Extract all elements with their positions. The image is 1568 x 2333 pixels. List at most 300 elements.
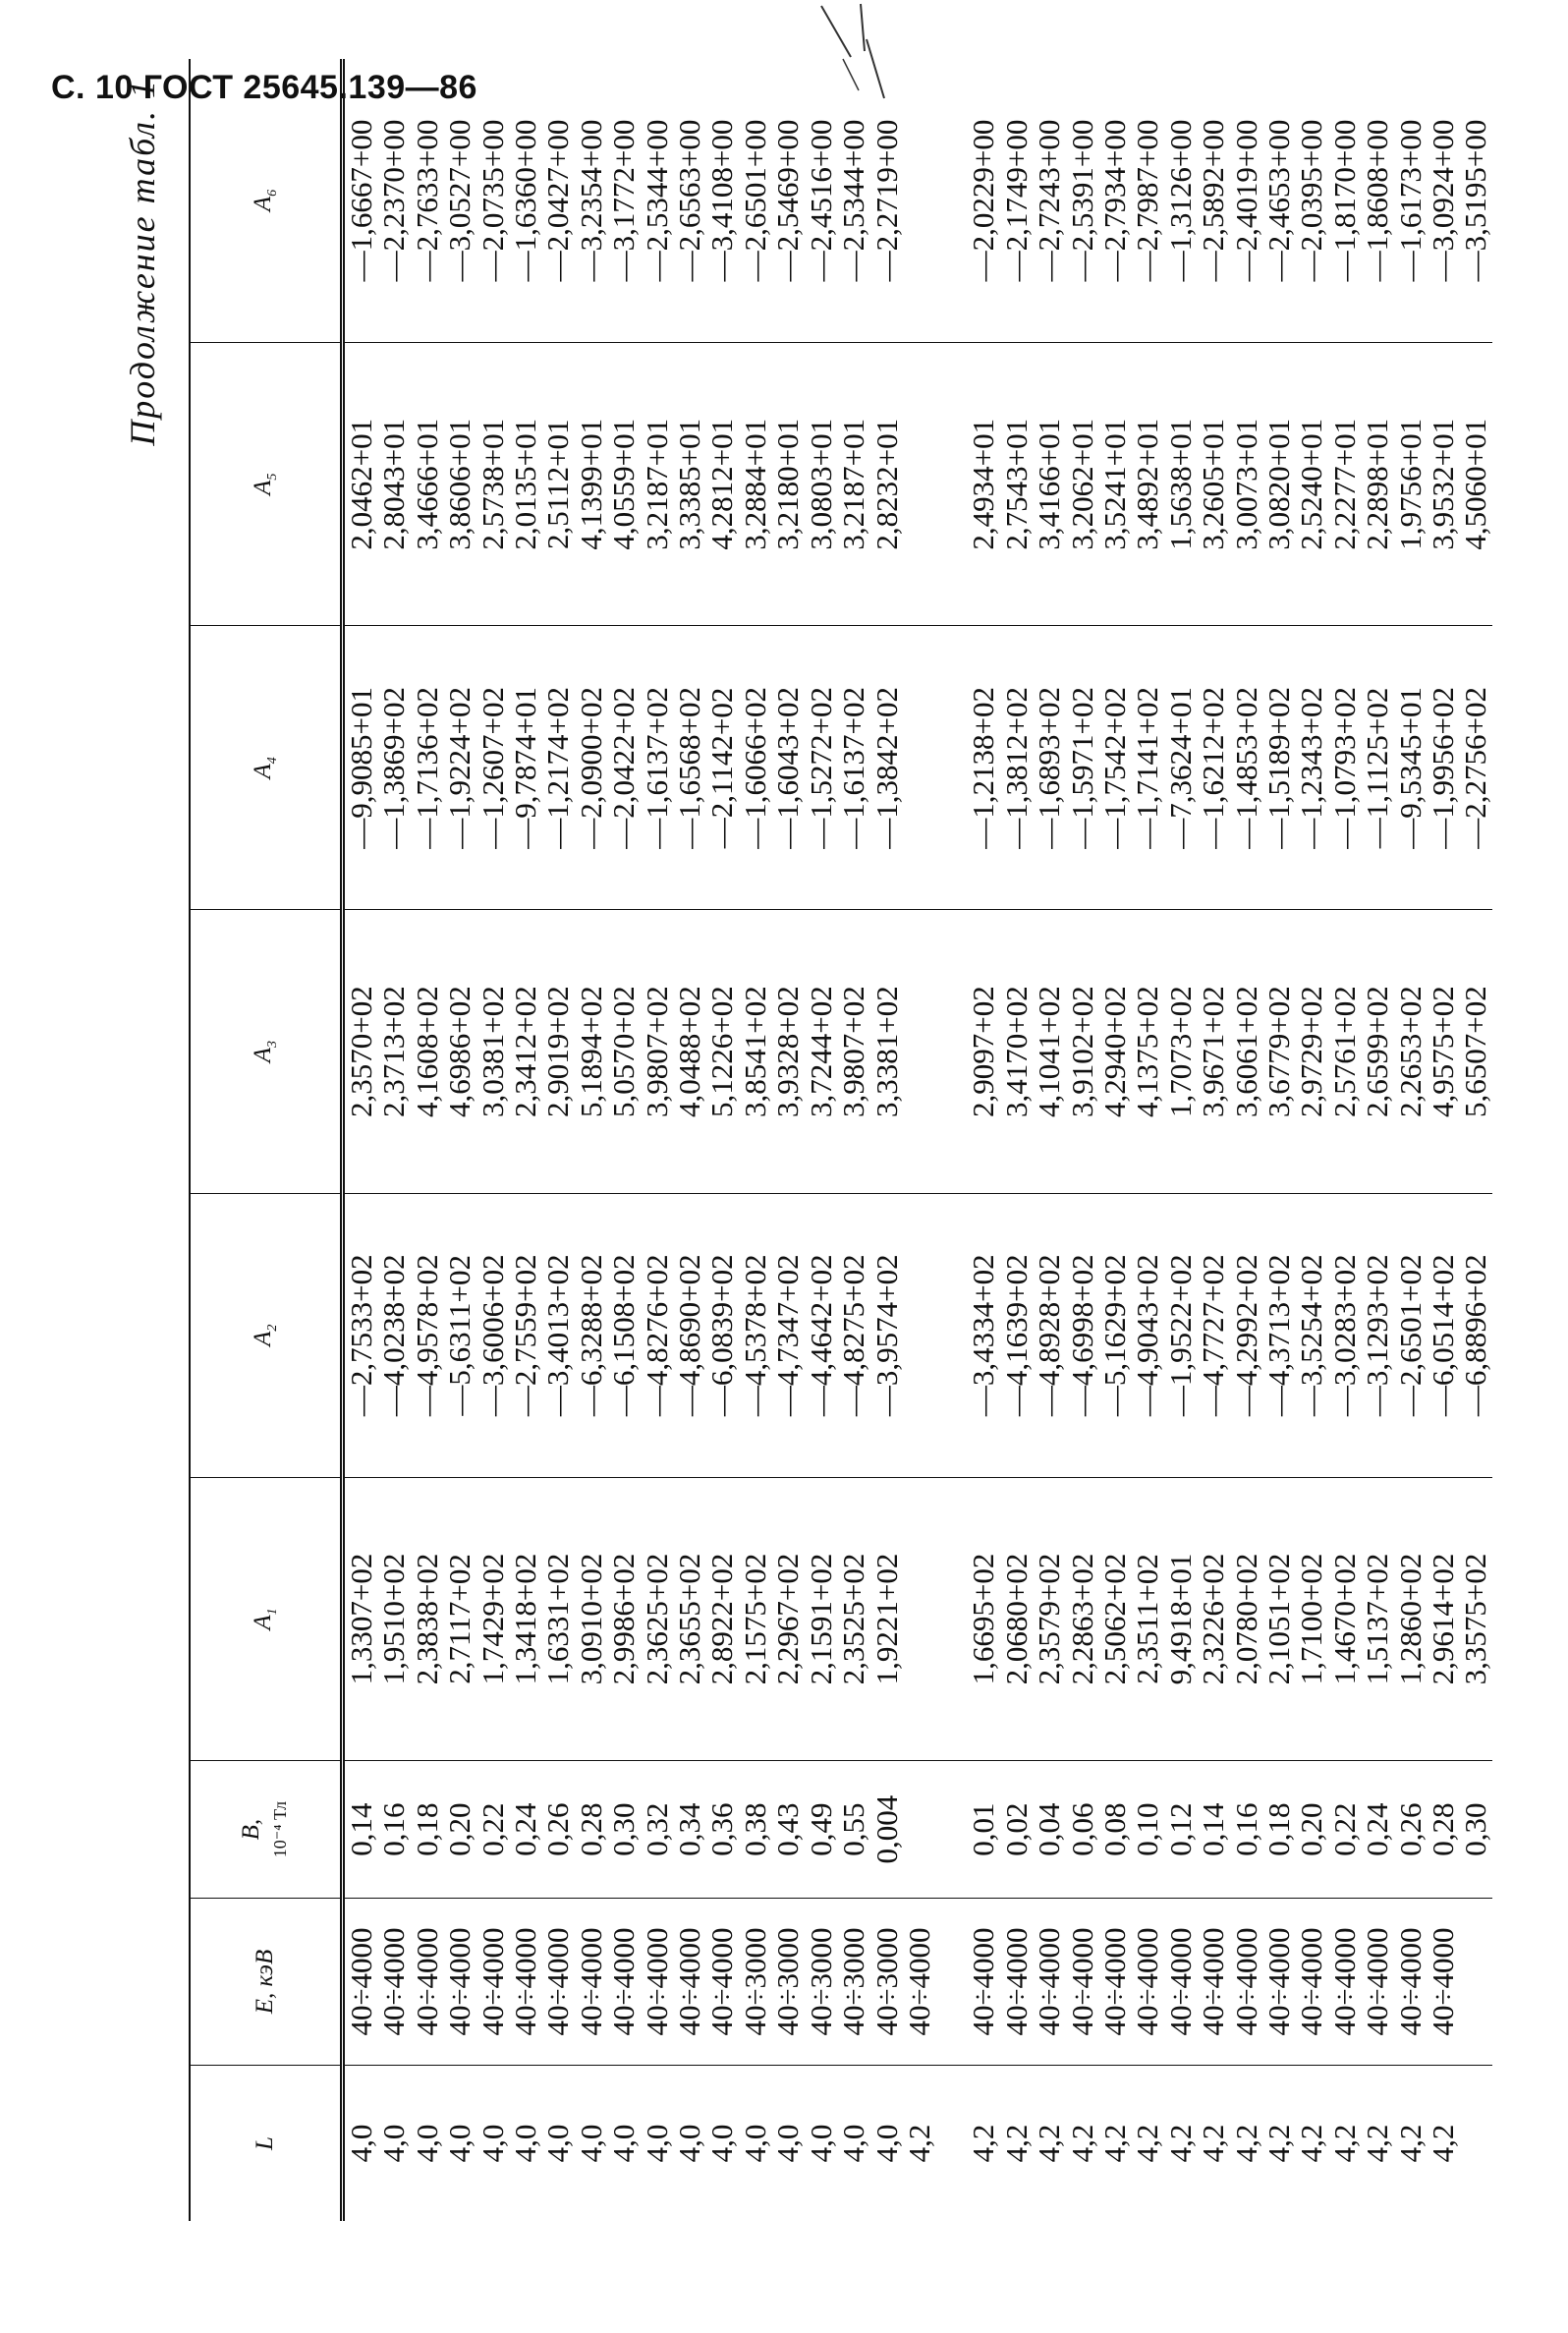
cell-E: 40÷4000: [606, 1927, 642, 2036]
cell-A1: 2,3655+02: [672, 1553, 707, 1685]
cell-B: 0,28: [573, 1802, 608, 1856]
spacer-cell: [935, 1761, 967, 1899]
cell-A2: —3,0283+02: [1326, 1254, 1362, 1417]
cell-A1: 2,3226+02: [1196, 1553, 1231, 1685]
cell-A1: 2,0680+02: [998, 1553, 1034, 1685]
cell-A6: —2,0395+00: [1294, 119, 1329, 282]
col-header-E: E, кэВ: [190, 1899, 343, 2066]
spacer-cell: [935, 343, 967, 626]
page-number: С. 10: [51, 69, 134, 106]
cell-L: 4,0: [475, 2124, 510, 2163]
cell-E: 40÷4000: [1032, 1927, 1067, 2036]
cell-L: 4,0: [540, 2124, 576, 2163]
table-body: [343, 59, 1492, 2221]
column-L-cells: [343, 2066, 936, 2222]
cell-A6: —3,1772+00: [606, 119, 642, 282]
cell-A3: 1,7073+02: [1162, 986, 1198, 1117]
cell-A3: 4,9575+02: [1426, 986, 1460, 1117]
cell-A3: 3,9807+02: [639, 986, 674, 1117]
cell-L: 4,2: [1228, 2124, 1263, 2163]
cell-A1: 2,3511+02: [1130, 1554, 1165, 1684]
cell-A2: —6,3288+02: [573, 1254, 608, 1417]
cell-L: 4,2: [1426, 2124, 1460, 2163]
cell-L: 4,2: [1064, 2124, 1099, 2163]
cell-A6: —2,5391+00: [1064, 119, 1099, 282]
cell-A1: 1,3418+02: [508, 1553, 543, 1685]
cell-L: 4,0: [639, 2124, 674, 2163]
cell-L: 4,2: [1260, 2124, 1296, 2163]
block-spacer: [935, 59, 967, 2221]
cell-A1: 1,7100+02: [1294, 1553, 1329, 1685]
cell-L: 4,2: [1392, 2124, 1428, 2163]
cell-A2: —3,4334+02: [966, 1254, 1001, 1417]
cell-A6: —1,3126+00: [1162, 119, 1198, 282]
cell-A4: —1,6066+02: [737, 687, 772, 849]
cell-A3: 3,6061+02: [1228, 986, 1263, 1117]
cell-A5: 3,0820+01: [1260, 418, 1296, 550]
cell-A2: —6,8896+02: [1458, 1254, 1493, 1417]
cell-A4: —1,6212+02: [1196, 687, 1231, 849]
cell-A6: —2,5469+00: [770, 119, 806, 282]
cell-A4: —1,3869+02: [376, 687, 412, 849]
cell-L: 4,0: [770, 2124, 806, 2163]
col-header-A1: $A_1$: [190, 1477, 343, 1760]
column-A5-cells: [343, 343, 936, 626]
cell-B: 0,12: [1162, 1802, 1198, 1856]
cell-E: 40÷4000: [704, 1927, 740, 2036]
cell-B: 0,34: [672, 1802, 707, 1856]
cell-A4: —2,0422+02: [606, 687, 642, 849]
cell-A5: 3,0803+01: [803, 418, 838, 550]
spacer-cell: [935, 1477, 967, 1760]
cell-A1: 2,5062+02: [1096, 1553, 1132, 1685]
column-A1-cells: [967, 1477, 1492, 1760]
cell-E: 40÷4000: [1228, 1927, 1263, 2036]
cell-L: 4,2: [1196, 2124, 1231, 2163]
cell-A6: —2,7243+00: [1032, 119, 1067, 282]
cell-E: 40÷4000: [901, 1927, 936, 2036]
cell-A5: 2,7543+01: [998, 418, 1034, 550]
column-A6-cells: [967, 59, 1492, 343]
cell-A4: —7,3624+01: [1162, 687, 1198, 849]
cell-A1: 2,7117+02: [442, 1554, 477, 1684]
cell-A3: 4,2940+02: [1096, 986, 1132, 1117]
cell-E: 40÷4000: [966, 1927, 1001, 2036]
cell-A5: 3,4892+01: [1130, 418, 1165, 550]
column-E-cells: [967, 1899, 1492, 2066]
cell-A2: —4,3713+02: [1260, 1254, 1296, 1417]
column-L-cells: [967, 2066, 1492, 2222]
cell-A3: 2,9097+02: [966, 986, 1001, 1117]
cell-A1: 2,2967+02: [770, 1553, 806, 1685]
cell-A1: 2,3838+02: [409, 1553, 444, 1685]
cell-A3: 2,3713+02: [376, 986, 412, 1117]
cell-A5: 4,5060+01: [1458, 418, 1493, 550]
cell-A1: [903, 1478, 935, 1760]
cell-A4: —9,9085+01: [344, 687, 378, 849]
cell-B: 0,32: [639, 1802, 674, 1856]
cell-A4: —1,6043+02: [770, 687, 806, 849]
column-A2-cells: [343, 1193, 936, 1477]
cell-A2: —3,1293+02: [1360, 1254, 1395, 1417]
cell-A2: —4,7727+02: [1196, 1254, 1231, 1417]
cell-A1: 2,0780+02: [1228, 1553, 1263, 1685]
cell-A2: —4,8928+02: [1032, 1254, 1067, 1417]
cell-A2: —1,9522+02: [1162, 1254, 1198, 1417]
cell-A4: —1,2343+02: [1294, 687, 1329, 849]
cell-A1: 1,7429+02: [475, 1553, 510, 1685]
spacer-cell: [935, 59, 967, 343]
cell-A4: —2,1142+02: [704, 687, 740, 849]
cell-L: 4,0: [803, 2124, 838, 2163]
cell-A5: 3,3385+01: [672, 418, 707, 550]
block-row: [343, 59, 936, 2221]
cell-A6: —2,0427+00: [540, 119, 576, 282]
cell-A3: 5,1226+02: [704, 986, 740, 1117]
col-header-A2: $A_2$: [190, 1193, 343, 1477]
cell-A4: —9,5345+01: [1392, 687, 1428, 849]
cell-A4: —1,2174+02: [540, 687, 576, 849]
cell-A3: 3,9328+02: [770, 986, 806, 1117]
cell-A2: —4,8275+02: [836, 1254, 871, 1417]
column-A5-cells: [967, 343, 1492, 626]
cell-A4: —9,7874+01: [508, 687, 543, 849]
cell-A1: 1,6331+02: [540, 1553, 576, 1685]
cell-E: 40÷4000: [639, 1927, 674, 2036]
cell-L: 4,0: [376, 2124, 412, 2163]
cell-L: 4,2: [1326, 2124, 1362, 2163]
cell-A3: 2,9729+02: [1294, 986, 1329, 1117]
cell-A1: 1,9510+02: [376, 1553, 412, 1685]
cell-A6: [903, 59, 935, 342]
cell-A2: —4,9578+02: [409, 1254, 444, 1417]
cell-A4: [903, 626, 935, 909]
cell-E: 40÷4000: [1360, 1927, 1395, 2036]
cell-A6: —2,2370+00: [376, 119, 412, 282]
cell-A5: 3,0073+01: [1228, 418, 1263, 550]
cell-A2: —4,4642+02: [803, 1254, 838, 1417]
cell-A3: 2,9019+02: [540, 986, 576, 1117]
cell-A6: —1,6667+00: [344, 119, 378, 282]
cell-A6: —2,1749+00: [998, 119, 1034, 282]
cell-A5: 2,8232+01: [868, 418, 904, 550]
cell-E: 40÷4000: [1260, 1927, 1296, 2036]
cell-B: 0,02: [998, 1802, 1034, 1856]
cell-A5: 3,2187+01: [639, 418, 674, 550]
cell-E: 40÷3000: [770, 1927, 806, 2036]
cell-A6: —1,6360+00: [508, 119, 543, 282]
cell-A1: 2,8922+02: [704, 1553, 740, 1685]
cell-A5: 2,0462+01: [344, 418, 378, 550]
cell-B: 0,14: [344, 1802, 378, 1856]
col-header-A4: $A_4$: [190, 626, 343, 910]
cell-A4: —2,0900+02: [573, 687, 608, 849]
cell-B: 0,01: [966, 1802, 1001, 1856]
cell-A3: 2,5761+02: [1326, 986, 1362, 1117]
spacer-cell: [935, 626, 967, 910]
cell-B: 0,08: [1096, 1802, 1132, 1856]
cell-A4: —1,6137+02: [639, 687, 674, 849]
cell-E: 40÷4000: [672, 1927, 707, 2036]
cell-A6: —3,0527+00: [442, 119, 477, 282]
cell-E: 40÷4000: [573, 1927, 608, 2036]
cell-L: 4,0: [409, 2124, 444, 2163]
cell-B: 0,18: [1260, 1802, 1296, 1856]
cell-E: 40÷4000: [1162, 1927, 1198, 2036]
cell-A5: [903, 343, 935, 625]
cell-L: 4,2: [1032, 2124, 1067, 2163]
cell-L: 4,2: [1162, 2124, 1198, 2163]
cell-A2: —6,1508+02: [606, 1254, 642, 1417]
cell-A6: —2,5344+00: [836, 119, 871, 282]
cell-A1: 1,2860+02: [1392, 1553, 1428, 1685]
cell-E: 40÷4000: [1064, 1927, 1099, 2036]
cell-B: 0,36: [704, 1802, 740, 1856]
cell-B: 0,55: [836, 1802, 871, 1856]
cell-E: 40÷4000: [475, 1927, 510, 2036]
block-row: [967, 59, 1492, 2221]
col-header-A6: $A_6$: [190, 59, 343, 343]
cell-L: 4,2: [901, 2124, 936, 2163]
cell-A4: —1,0793+02: [1326, 687, 1362, 849]
cell-A5: 3,5241+01: [1096, 418, 1132, 550]
cell-A3: 4,1608+02: [409, 986, 444, 1117]
cell-E: 40÷3000: [868, 1927, 904, 2036]
cell-A1: 2,9614+02: [1426, 1553, 1460, 1685]
cell-A6: —3,4108+00: [704, 119, 740, 282]
cell-E: 40÷4000: [540, 1927, 576, 2036]
cell-A4: —1,5971+02: [1064, 687, 1099, 849]
cell-A1: 1,6695+02: [966, 1553, 1001, 1685]
cell-A1: 2,1575+02: [737, 1553, 772, 1685]
cell-L: 4,0: [672, 2124, 707, 2163]
cell-A2: —6,0514+02: [1426, 1254, 1460, 1417]
cell-A3: 3,6779+02: [1260, 986, 1296, 1117]
cell-A3: 3,7244+02: [803, 986, 838, 1117]
cell-B: 0,22: [1326, 1802, 1362, 1856]
cell-A3: 3,8541+02: [737, 986, 772, 1117]
cell-A5: 2,5240+01: [1294, 418, 1329, 550]
cell-A5: 3,2180+01: [770, 418, 806, 550]
cell-L: 4,0: [508, 2124, 543, 2163]
cell-A4: —1,7136+02: [409, 687, 444, 849]
cell-A2: —4,7347+02: [770, 1254, 806, 1417]
cell-A5: 2,8043+01: [376, 418, 412, 550]
cell-A2: [903, 1194, 935, 1477]
cell-B: 0,14: [1196, 1802, 1231, 1856]
cell-A4: —2,2756+02: [1458, 687, 1493, 849]
cell-A2: —4,0238+02: [376, 1254, 412, 1417]
cell-A6: —3,2354+00: [573, 119, 608, 282]
cell-E: 40÷3000: [836, 1927, 871, 2036]
cell-A5: 4,2812+01: [704, 418, 740, 550]
cell-A1: 2,1051+02: [1260, 1553, 1296, 1685]
cell-B: 0,004: [868, 1794, 904, 1864]
cell-A4: —1,3842+02: [868, 687, 904, 849]
cell-A4: —1,3812+02: [998, 687, 1034, 849]
cell-B: 0,16: [376, 1802, 412, 1856]
cell-A5: 2,0135+01: [508, 418, 543, 550]
cell-A5: 3,2605+01: [1196, 418, 1231, 550]
column-B-cells: [343, 1761, 936, 1899]
cell-A2: —3,9574+02: [868, 1254, 904, 1417]
cell-A2: —4,9043+02: [1130, 1254, 1165, 1417]
cell-A2: —5,1629+02: [1096, 1254, 1132, 1417]
rotated-table-region: [122, 59, 1493, 2221]
cell-B: 0,18: [409, 1802, 444, 1856]
cell-A6: —2,7934+00: [1096, 119, 1132, 282]
cell-A4: —1,2138+02: [966, 687, 1001, 849]
cell-A5: 1,5638+01: [1162, 418, 1198, 550]
cell-A2: —2,7559+02: [508, 1254, 543, 1417]
cell-A2: —6,0839+02: [704, 1254, 740, 1417]
cell-L: 4,2: [1096, 2124, 1132, 2163]
cell-A5: 2,4934+01: [966, 418, 1001, 550]
cell-A4: —1,7141+02: [1130, 687, 1165, 849]
cell-A1: 2,3579+02: [1032, 1553, 1067, 1685]
cell-A6: —2,0735+00: [475, 119, 510, 282]
cell-L: 4,0: [704, 2124, 740, 2163]
cell-A5: 2,2898+01: [1360, 418, 1395, 550]
cell-L: 4,0: [573, 2124, 608, 2163]
cell-B: 0,49: [803, 1802, 838, 1856]
cell-A5: 2,5112+01: [540, 419, 576, 550]
cell-A1: 2,3625+02: [639, 1553, 674, 1685]
cell-A5: 3,2884+01: [737, 418, 772, 550]
cell-L: 4,2: [1360, 2124, 1395, 2163]
spacer-cell: [935, 1193, 967, 1477]
cell-A6: —1,8608+00: [1360, 119, 1395, 282]
cell-A3: 2,3412+02: [508, 986, 543, 1117]
cell-A6: —2,7987+00: [1130, 119, 1165, 282]
cell-A3: 3,0381+02: [475, 986, 510, 1117]
cell-A3: 3,3381+02: [868, 986, 904, 1117]
cell-B: 0,04: [1032, 1802, 1067, 1856]
cell-A3: 5,6507+02: [1458, 986, 1493, 1117]
cell-A3: 4,1375+02: [1130, 986, 1165, 1117]
cell-A3: 3,9671+02: [1196, 986, 1231, 1117]
cell-A5: 3,2187+01: [836, 418, 871, 550]
cell-A2: —4,6998+02: [1064, 1254, 1099, 1417]
cell-A2: —4,5378+02: [737, 1254, 772, 1417]
spacer-cell: [935, 2066, 967, 2222]
cell-E: 40÷4000: [1392, 1927, 1428, 2036]
cell-A6: —2,5892+00: [1196, 119, 1231, 282]
cell-B: 0,20: [1294, 1802, 1329, 1856]
cell-A2: —3,4013+02: [540, 1254, 576, 1417]
cell-A3: 3,4170+02: [998, 986, 1034, 1117]
cell-L: 4,0: [868, 2124, 904, 2163]
cell-A2: —4,1639+02: [998, 1254, 1034, 1417]
standard-number: ГОСТ 25645.139—86: [142, 69, 477, 106]
cell-A1: 3,3575+02: [1458, 1553, 1493, 1685]
cell-A2: —3,6006+02: [475, 1254, 510, 1417]
cell-A1: 2,1591+02: [803, 1553, 838, 1685]
cell-B: 0,06: [1064, 1802, 1099, 1856]
cell-A6: —3,5195+00: [1458, 119, 1493, 282]
cell-B: 0,24: [508, 1802, 543, 1856]
spacer-cell: [935, 1899, 967, 2066]
column-A2-cells: [967, 1193, 1492, 1477]
cell-E: 40÷4000: [1096, 1927, 1132, 2036]
cell-A5: 1,9756+01: [1392, 418, 1428, 550]
cell-E: 40÷4000: [344, 1927, 378, 2036]
cell-A4: —1,9224+02: [442, 687, 477, 849]
column-E-cells: [343, 1899, 936, 2066]
cell-A6: —2,6563+00: [672, 119, 707, 282]
cell-A6: —2,4653+00: [1260, 119, 1296, 282]
cell-A3: 5,0570+02: [606, 986, 642, 1117]
cell-A5: 3,4666+01: [409, 418, 444, 550]
header-row: [190, 59, 343, 2221]
cell-A6: —3,0924+00: [1426, 119, 1460, 282]
cell-A6: —2,7633+00: [409, 119, 444, 282]
cell-A3: 4,1041+02: [1032, 986, 1067, 1117]
cell-L: 4,0: [344, 2124, 378, 2163]
col-header-L: L: [252, 2136, 278, 2150]
cell-B: 0,22: [475, 1802, 510, 1856]
cell-A5: 4,0559+01: [606, 418, 642, 550]
cell-A4: —1,6568+02: [672, 687, 707, 849]
cell-A1: 1,3307+02: [344, 1553, 378, 1685]
cell-A6: —2,5344+00: [639, 119, 674, 282]
cell-E: 40÷4000: [442, 1927, 477, 2036]
cell-L: 4,0: [606, 2124, 642, 2163]
cell-A6: —2,4516+00: [803, 119, 838, 282]
cell-A6: —2,4019+00: [1228, 119, 1263, 282]
cell-B: 0,38: [737, 1802, 772, 1856]
column-A4-cells: [967, 626, 1492, 910]
cell-A6: —2,2719+00: [868, 119, 904, 282]
cell-A3: 5,1894+02: [573, 986, 608, 1117]
cell-B: 0,16: [1228, 1802, 1263, 1856]
cell-A5: 3,8606+01: [442, 418, 477, 550]
cell-L: 4,2: [1130, 2124, 1165, 2163]
cell-A1: 1,5137+02: [1360, 1553, 1395, 1685]
column-B-cells: [967, 1761, 1492, 1899]
cell-A2: —4,2992+02: [1228, 1254, 1263, 1417]
cell-A6: —2,6501+00: [737, 119, 772, 282]
cell-B: 0,30: [606, 1802, 642, 1856]
cell-A4: —1,4853+02: [1228, 687, 1263, 849]
col-header-A5: $A_5$: [190, 343, 343, 626]
cell-A4: —1,5272+02: [803, 687, 838, 849]
cell-A4: —1,2607+02: [475, 687, 510, 849]
cell-A4: —1,6893+02: [1032, 687, 1067, 849]
cell-A3: 4,6986+02: [442, 986, 477, 1117]
cell-B: 0,30: [1458, 1802, 1493, 1856]
cell-A1: 1,4670+02: [1326, 1553, 1362, 1685]
cell-B: 0,43: [770, 1802, 806, 1856]
cell-E: 40÷4000: [409, 1927, 444, 2036]
data-table: [189, 59, 1492, 2221]
cell-A2: —3,5254+02: [1294, 1254, 1329, 1417]
cell-A3: 2,2653+02: [1392, 986, 1428, 1117]
spacer-cell: [935, 910, 967, 1193]
cell-E: 40÷4000: [1196, 1927, 1231, 2036]
cell-A4: —1,6137+02: [836, 687, 871, 849]
cell-B: [903, 1761, 935, 1898]
cell-A6: —2,0229+00: [966, 119, 1001, 282]
cell-A3: [903, 910, 935, 1192]
cell-A5: 2,2277+01: [1326, 418, 1362, 550]
cell-A1: 9,4918+01: [1162, 1553, 1198, 1685]
cell-L: 4,0: [442, 2124, 477, 2163]
cell-A5: 2,5738+01: [475, 418, 510, 550]
cell-A4: —1,7542+02: [1096, 687, 1132, 849]
table-caption: Продолжение табл. 1: [123, 79, 162, 446]
cell-A5: 3,2062+01: [1064, 418, 1099, 550]
